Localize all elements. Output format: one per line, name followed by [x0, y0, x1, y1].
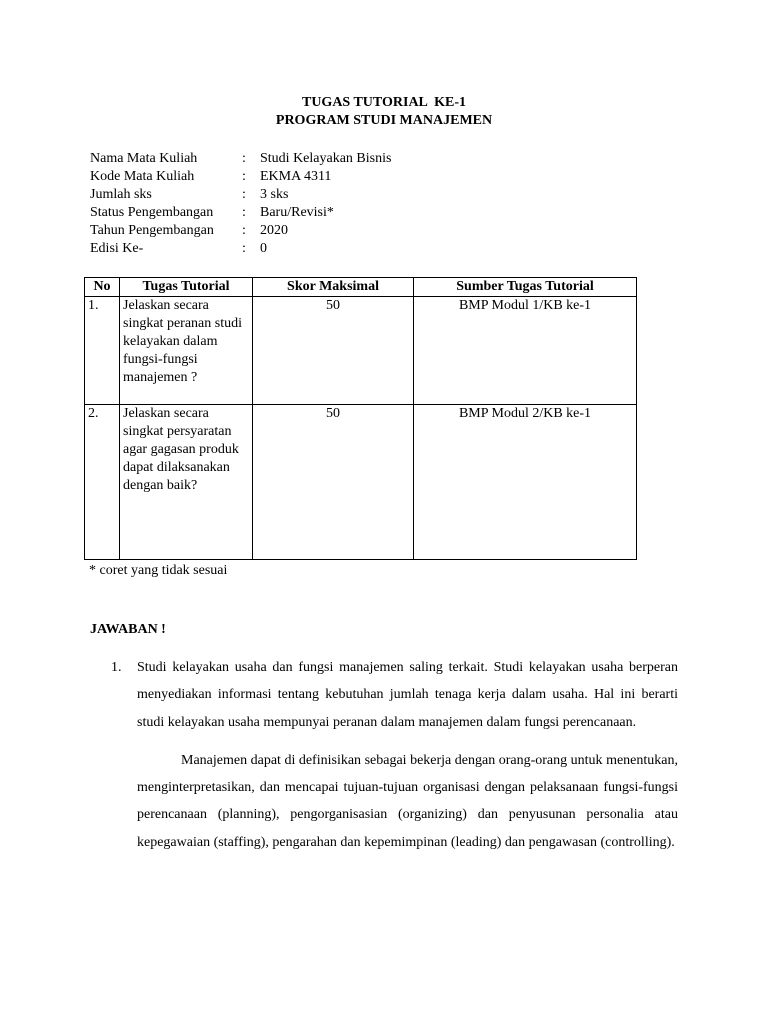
task-source: BMP Modul 2/KB ke-1: [414, 405, 637, 560]
answer-paragraph: Manajemen dapat di definisikan sebagai bekerja dengan orang-orang untuk menentukan, menginterpretasikan, dan mencapai tujuan-tujuan organisasi dengan pelaksanaan fungsi-fungsi perencanaan (planning), pengorganisasian (organizing) dan penyusunan personalia atau kepegawaian (staffing), pengarahan dan kepemimpinan (leading) dan pengawasan (controlling).: [137, 752, 678, 850]
info-value: Studi Kelayakan Bisnis: [260, 151, 392, 166]
info-separator: :: [242, 169, 246, 184]
max-score: 50: [253, 405, 414, 560]
info-label: Edisi Ke-: [90, 241, 144, 256]
footnote: * coret yang tidak sesuai: [89, 563, 228, 578]
task-source: BMP Modul 1/KB ke-1: [414, 297, 637, 405]
info-value: 0: [260, 241, 267, 256]
column-header-no: No: [85, 278, 120, 297]
info-label: Tahun Pengembangan: [90, 223, 214, 238]
info-separator: :: [242, 241, 246, 256]
info-separator: :: [242, 205, 246, 220]
info-row-course-code: [90, 168, 391, 186]
info-row-edition: [90, 240, 391, 258]
column-header-max-score: Skor Maksimal: [253, 278, 414, 297]
document-title: TUGAS TUTORIAL KE-1: [301, 95, 467, 110]
row-number: 2.: [85, 405, 120, 560]
answer-paragraph: Studi kelayakan usaha dan fungsi manajemen saling terkait. Studi kelayakan usaha berperan menyediakan informasi tentang kebutuhan jumlah tenaga kerja dalam usaha. Hal ini berarti studi kelayakan usaha mempunyai peranan dalam manajemen dalam fungsi perencanaan.: [137, 660, 678, 730]
answer-heading: JAWABAN !: [90, 622, 166, 637]
info-separator: :: [242, 151, 246, 166]
info-row-status: [90, 204, 391, 222]
info-row-credits: [90, 186, 391, 204]
info-value: Baru/Revisi*: [260, 205, 334, 220]
table-row: [85, 405, 637, 560]
info-label: Kode Mata Kuliah: [90, 169, 195, 184]
info-value: EKMA 4311: [260, 169, 332, 184]
task-text: Jelaskan secara singkat persyaratan agar gagasan produk dapat dilaksanakan dengan baik?: [120, 405, 253, 560]
info-label: Jumlah sks: [90, 187, 152, 202]
column-header-task: Tugas Tutorial: [120, 278, 253, 297]
answer-item: [111, 654, 678, 856]
info-row-course-name: [90, 150, 391, 168]
table-row: [85, 297, 637, 405]
info-separator: :: [242, 223, 246, 238]
task-table: [84, 277, 637, 560]
info-label: Status Pengembangan: [90, 205, 214, 220]
info-separator: :: [242, 187, 246, 202]
document-subtitle: PROGRAM STUDI MANAJEMEN: [275, 113, 493, 128]
row-number: 1.: [85, 297, 120, 405]
table-header-row: [85, 278, 637, 297]
info-value: 2020: [260, 223, 288, 238]
info-value: 3 sks: [260, 187, 289, 202]
max-score: 50: [253, 297, 414, 405]
course-info: [90, 150, 391, 258]
column-header-source: Sumber Tugas Tutorial: [414, 278, 637, 297]
task-text: Jelaskan secara singkat peranan studi kelayakan dalam fungsi-fungsi manajemen ?: [120, 297, 253, 405]
answer-number: 1.: [111, 660, 122, 675]
info-row-year: [90, 222, 391, 240]
info-label: Nama Mata Kuliah: [90, 151, 198, 166]
